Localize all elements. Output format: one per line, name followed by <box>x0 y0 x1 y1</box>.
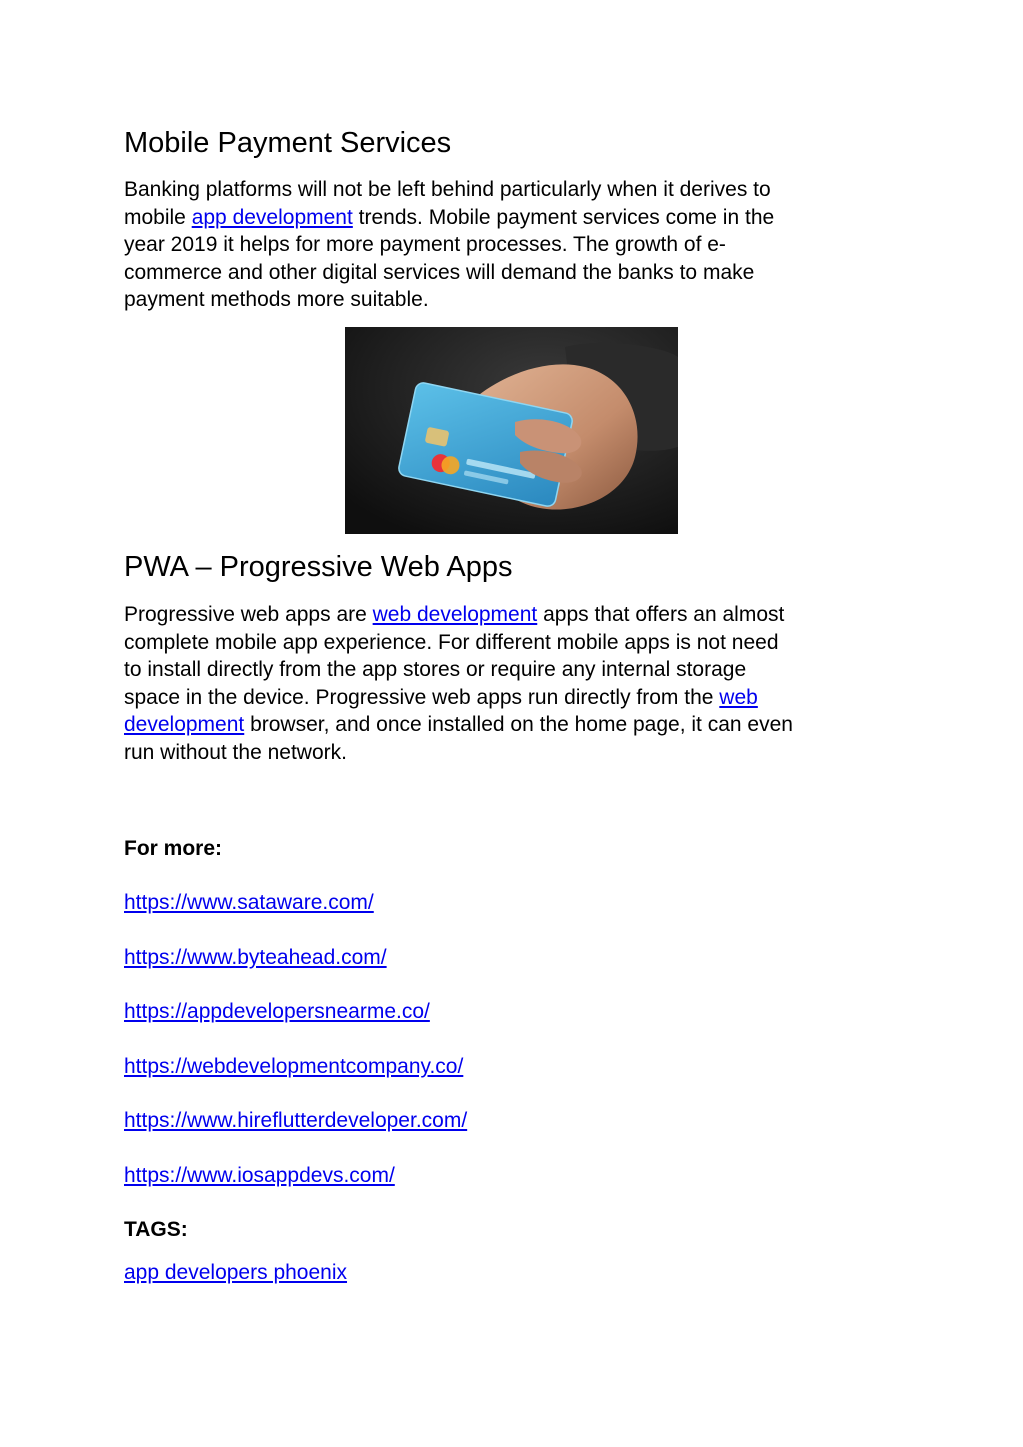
tags-label: TAGS: <box>124 1218 188 1241</box>
text-segment: space in the device. Progressive web apps run directly from the <box>124 685 720 709</box>
paragraph-line: Banking platforms will not be left behind particularly when it derives to <box>124 178 771 201</box>
paragraph-line <box>124 601 914 629</box>
paragraph-line <box>124 204 914 232</box>
text-segment: mobile <box>124 205 192 229</box>
credit-card-hand-image <box>345 327 678 534</box>
heading-pwa: PWA – Progressive Web Apps <box>124 551 513 583</box>
web-development-link-2-part-1[interactable]: web <box>719 685 758 709</box>
for-more-label: For more: <box>124 837 223 860</box>
tag-link-app-developers-phoenix[interactable]: app developers phoenix <box>124 1261 348 1284</box>
paragraph-mobile-payment <box>124 176 914 314</box>
web-development-link[interactable]: web development <box>372 603 538 626</box>
text-segment: apps that offers an almost <box>537 603 785 626</box>
paragraph-line <box>124 684 914 712</box>
credit-card-photo <box>345 327 678 534</box>
url-link-iosappdevs[interactable]: https://www.iosappdevs.com/ <box>124 1164 395 1187</box>
app-development-link[interactable]: app development <box>191 205 353 229</box>
paragraph-line: complete mobile app experience. For different mobile apps is not need <box>124 630 779 654</box>
paragraph-pwa <box>124 601 914 766</box>
paragraph-line <box>124 711 914 739</box>
text-segment: trends. Mobile payment services come in the <box>352 205 775 229</box>
url-link-hireflutterdeveloper[interactable]: https://www.hireflutterdeveloper.com/ <box>124 1109 468 1132</box>
url-link-webdevelopmentcompany[interactable]: https://webdevelopmentcompany.co/ <box>124 1055 464 1078</box>
paragraph-line: payment methods more suitable. <box>124 288 429 311</box>
paragraph-line: commerce and other digital services will demand the banks to make <box>124 260 755 284</box>
paragraph-line: year 2019 it helps for more payment processes. The growth of e- <box>124 233 726 256</box>
paragraph-line: to install directly from the app stores or require any internal storage <box>124 658 747 681</box>
text-segment: Progressive web apps are <box>124 603 373 626</box>
url-link-byteahead[interactable]: https://www.byteahead.com/ <box>124 946 387 969</box>
heading-mobile-payment-services: Mobile Payment Services <box>124 127 452 159</box>
web-development-link-2-part-2[interactable]: development <box>124 713 245 736</box>
url-link-sataware[interactable]: https://www.sataware.com/ <box>124 891 374 914</box>
text-segment: browser, and once installed on the home page, it can even <box>244 713 793 736</box>
url-link-appdevelopersnearme[interactable]: https://appdevelopersnearme.co/ <box>124 1000 430 1023</box>
paragraph-line: run without the network. <box>124 740 347 764</box>
